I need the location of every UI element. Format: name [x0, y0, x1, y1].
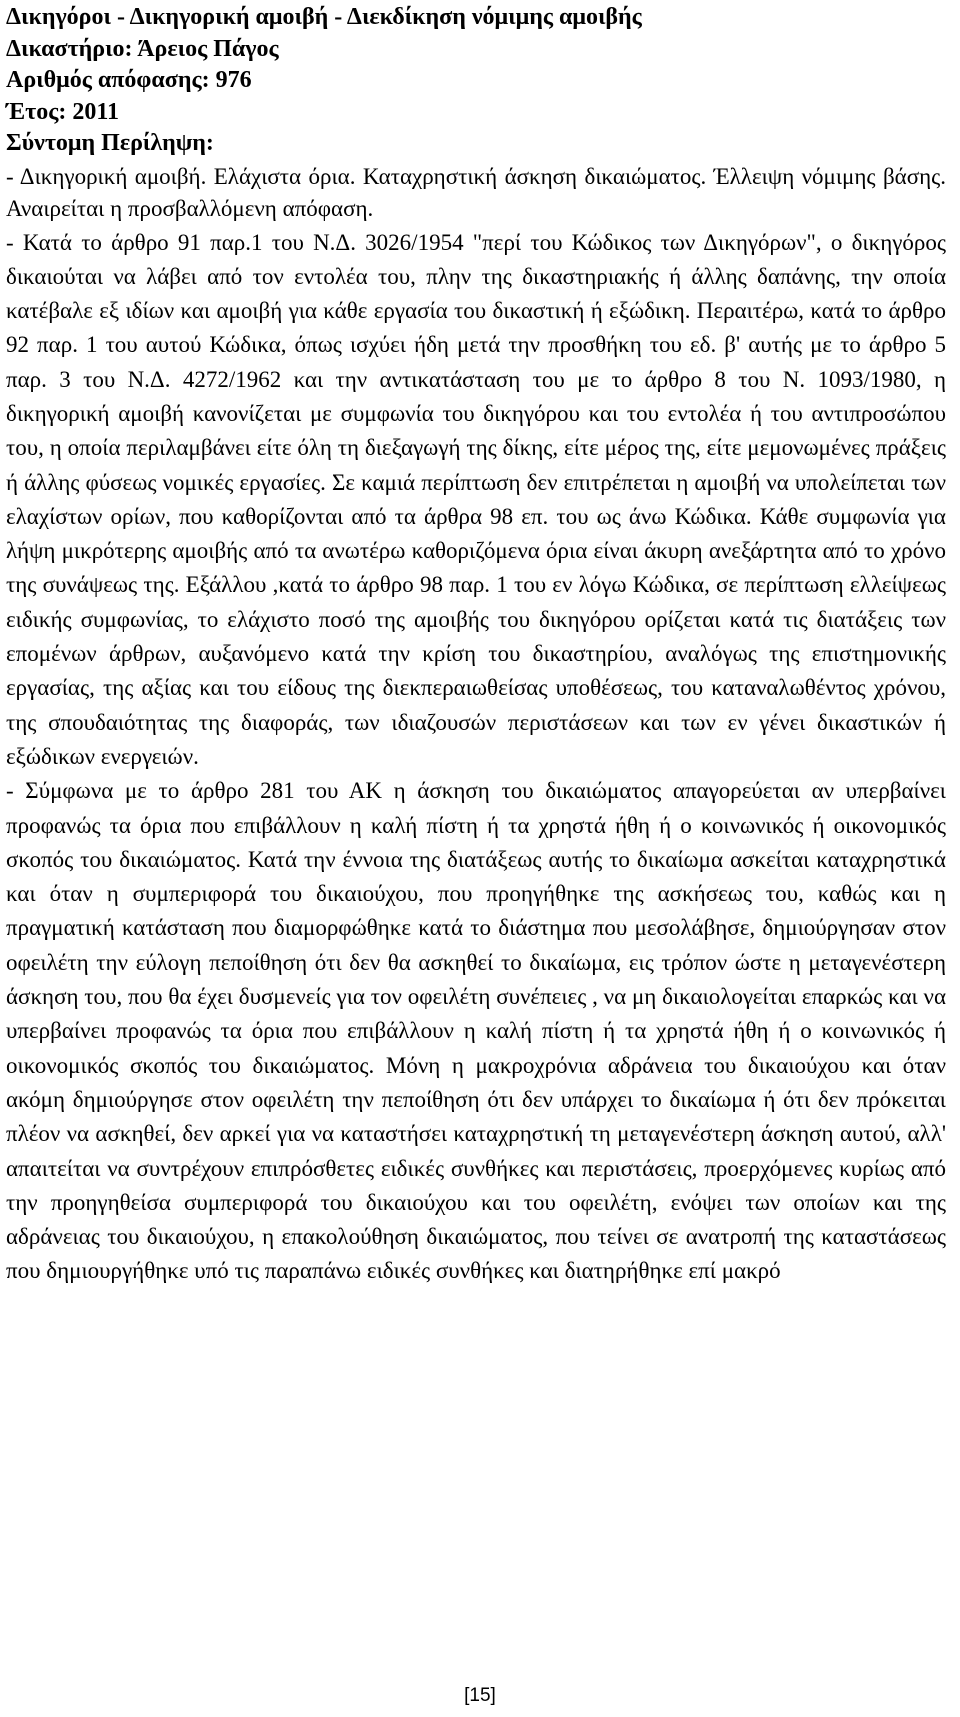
summary-paragraph: - Δικηγορική αμοιβή. Ελάχιστα όρια. Καταχρηστική άσκηση δικαιώματος. Έλλειψη νόμιμης βάσης. Αναιρείται η προσβαλλόμενη απόφαση.	[6, 163, 946, 221]
document-title: Δικηγόροι - Δικηγορική αμοιβή - Διεκδίκηση νόμιμης αμοιβής	[6, 4, 642, 30]
document-header	[6, 2, 954, 160]
body-paragraph-abuse-of-right: - Σύμφωνα με το άρθρο 281 του ΑΚ η άσκηση του δικαιώματος απαγορεύεται αν υπερβαίνει προφανώς τα όρια που επιβάλλουν η καλή πίστη ή τα χρηστά ήθη ή ο κοινωνικός ή οικονομικός σκοπός του δικαιώματος. Κατά την έννοια της διατάξεως αυτής το δικαίωμα ασκείται καταχρηστικά και όταν η συμπεριφορά του δικαιούχου, που προηγήθηκε της ασκήσεως του, καθώς και η πραγματική κατάσταση που διαμορφώθηκε κατά το διάστημα που μεσολάβησε, δημιούργησαν στον οφειλέτη την εύλογη πεποίθηση ότι δεν θα ασκηθεί το δικαίωμα, εις τρόπον ώστε η μεταγενέστερη άσκηση του, που θα έχει δυσμενείς για τον οφειλέτη συνέπειες , να μη δικαιολογείται επαρκώς και να υπερβαίνει προφανώς τα όρια που επιβάλλουν η καλή πίστη ή τα χρηστά ήθη ή ο κοινωνικός ή οικονομικός σκοπός του δικαιώματος. Μόνη η μακροχρόνια αδράνεια του δικαιούχου και όταν ακόμη δημιούργησε στον οφειλέτη την πεποίθηση ότι δεν υπάρχει το δικαίωμα ή ότι δεν πρόκειται πλέον να ασκηθεί, δεν αρκεί για να καταστήσει καταχρηστική τη μεταγενέστερη άσκηση αυτού, αλλ' απαιτείται να συντρέχουν επιπρόσθετες ειδικές συνθήκες και περιστάσεις, προερχόμενες κυρίως από την προηγηθείσα συμπεριφορά του δικαιούχου και του οφειλέτη, ενόψει των οποίων και της αδράνειας του δικαιούχου, η επακολούθηση δικαιώματος, που τείνει σε ανατροπή της καταστάσεως που δημιουργήθηκε υπό τις παραπάνω ειδικές συνθήκες και διατηρήθηκε επί μακρό	[6, 778, 946, 1284]
decision-number-heading: Αριθμός απόφασης: 976	[6, 67, 252, 93]
court-heading: Δικαστήριο: Άρειος Πάγος	[6, 35, 279, 62]
document-page	[6, 0, 954, 1289]
document-body	[6, 161, 954, 1289]
body-paragraph-fees: - Κατά το άρθρο 91 παρ.1 του Ν.Δ. 3026/1954 "περί του Κώδικος των Δικηγόρων", ο δικηγόρος δικαιούται να λάβει από τον εντολέα του, πλην της δικαστηριακής ή άλλης δαπάνης, την οποία κατέβαλε εξ ιδίων και αμοιβή για κάθε εργασία του δικαστική ή εξώδικη. Περαιτέρω, κατά το άρθρο 92 παρ. 1 του αυτού Κώδικα, όπως ισχύει ήδη μετά την προσθήκη του εδ. β' αυτής με το άρθρο 5 παρ. 3 του Ν.Δ. 4272/1962 και την αντικατάσταση του με το άρθρο 8 του Ν. 1093/1980, η δικηγορική αμοιβή κανονίζεται με συμφωνία του δικηγόρου και του εντολέα ή του αντιπροσώπου του, η οποία περιλαμβάνει είτε όλη τη διεξαγωγή της δίκης, είτε μέρος της, είτε μεμονωμένες πράξεις ή άλλης φύσεως νομικές εργασίες. Σε καμιά περίπτωση δεν επιτρέπεται η αμοιβή να υπολείπεται των ελαχίστων ορίων, που καθορίζονται από τα άρθρα 98 επ. του ως άνω Κώδικα. Κάθε συμφωνία για λήψη μικρότερης αμοιβής από τα ανωτέρω καθοριζόμενα όρια είναι άκυρη ανεξάρτητα από το χρόνο της συνάψεως της. Εξάλλου ,κατά το άρθρο 98 παρ. 1 του εν λόγω Κώδικα, σε περίπτωση ελλείψεως ειδικής συμφωνίας, το ελάχιστο ποσό της αμοιβής του δικηγόρου ορίζεται κατά τις διατάξεις των επομένων άρθρων, αυξανόμενο κατά την κρίση του δικαστηρίου, αναλόγως της επιστημονικής εργασίας, της αξίας και του είδους της διεκπεραιωθείσας υποθέσεως, του καταναλωθέντος χρόνου, της σπουδαιότητας της διαφοράς, των ιδιαζουσών περιστάσεων και των εν γένει δικαστικών ή εξώδικων ενεργειών.	[6, 229, 946, 769]
page-number: [15]	[464, 1685, 496, 1706]
year-heading: Έτος: 2011	[6, 98, 120, 125]
summary-heading: Σύντομη Περίληψη:	[6, 130, 214, 156]
